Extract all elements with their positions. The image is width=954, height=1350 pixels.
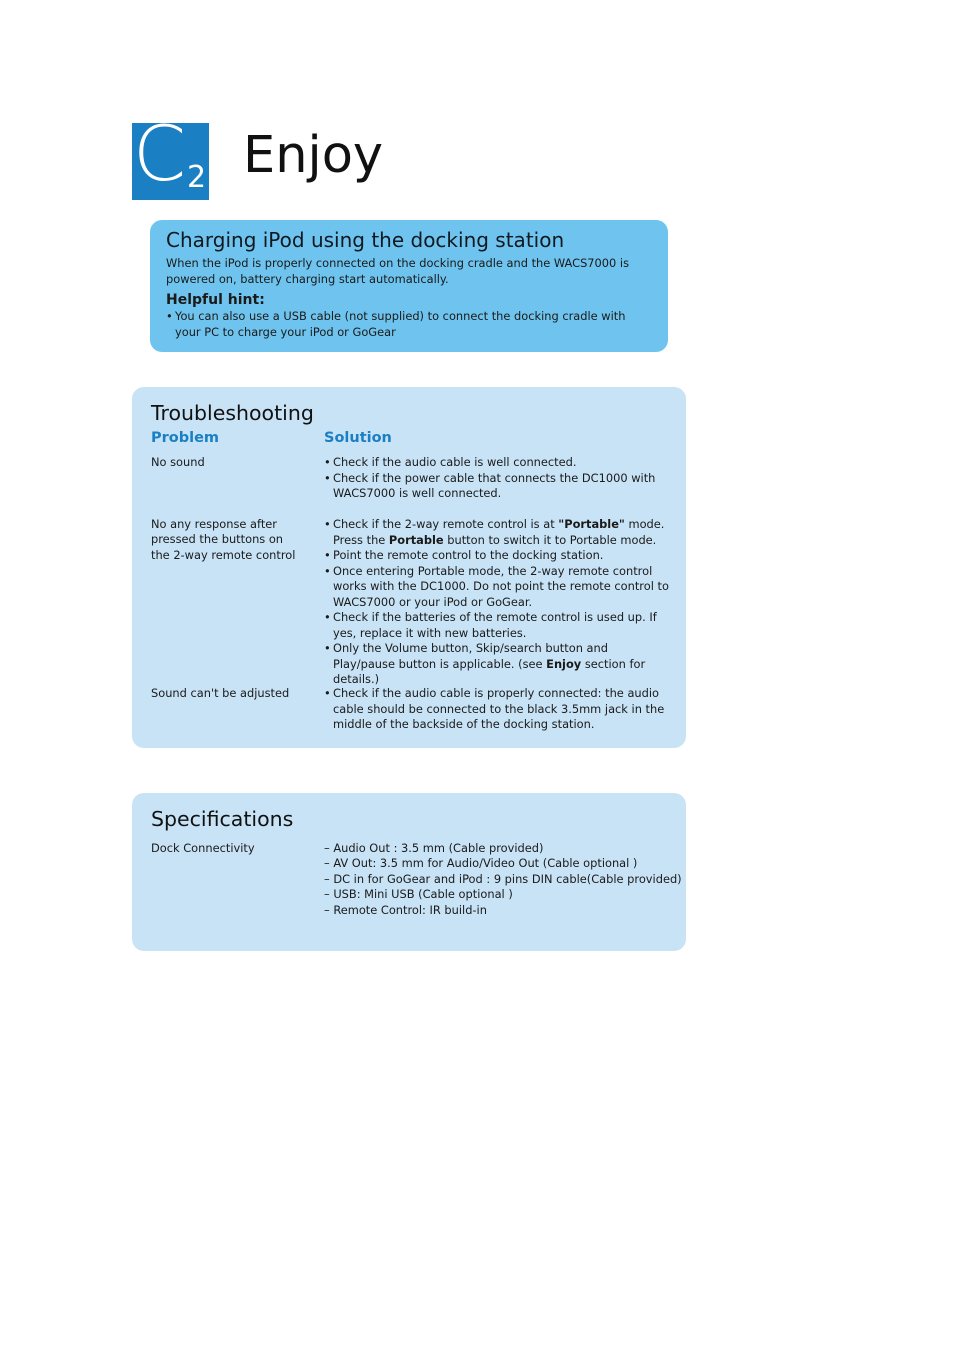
spec-label: Dock Connectivity <box>151 841 255 855</box>
solution-item: • Check if the audio cable is properly connected: the audio cable should be connected to the black 3.5mm jack in the middle of the backside of the docking station. <box>324 686 665 731</box>
hint-item <box>166 309 654 340</box>
bullet-icon: • <box>324 563 331 578</box>
charging-heading: Charging iPod using the docking station <box>166 228 565 252</box>
bullet-icon: • <box>324 517 331 531</box>
bullet-icon: • <box>166 309 173 323</box>
badge-letter: C <box>133 123 187 198</box>
specifications-section <box>132 793 686 951</box>
bullet-icon: • <box>324 641 331 655</box>
troubleshooting-section <box>132 387 686 748</box>
spec-item: – USB: Mini USB (Cable optional ) <box>324 887 513 902</box>
spec-item: – Audio Out : 3.5 mm (Cable provided) <box>324 841 544 855</box>
charging-body: When the iPod is properly connected on the docking cradle and the WACS7000 is powered on, battery charging start automatically. <box>166 256 630 286</box>
troubleshooting-heading: Troubleshooting <box>151 401 314 425</box>
solution-cell <box>324 455 669 502</box>
bullet-icon: • <box>324 455 331 469</box>
solution-item: • Check if the audio cable is well connected. <box>324 455 577 469</box>
problem-cell: Sound can't be adjusted <box>151 686 290 700</box>
solution-item: • Once entering Portable mode, the 2-way remote control works with the DC1000. Do not point the remote control to WACS7000 or your iPod or GoGear. <box>324 563 669 609</box>
problem-cell: No any response after pressed the buttons on the 2-way remote control <box>151 517 296 562</box>
solution-cell <box>324 686 669 733</box>
solution-item: • Check if the batteries of the remote control is used up. If yes, replace it with new batteries. <box>324 610 657 640</box>
bullet-icon: • <box>324 686 331 700</box>
charging-section <box>150 220 668 352</box>
solution-item: • Check if the power cable that connects the DC1000 with WACS7000 is well connected. <box>324 470 656 500</box>
problem-column-header: Problem <box>151 430 220 446</box>
solution-cell <box>324 517 669 688</box>
chapter-badge <box>132 123 209 200</box>
solution-column-header: Solution <box>324 430 392 446</box>
spec-item: – Remote Control: IR build-in <box>324 902 487 917</box>
hint-text: You can also use a USB cable (not supplied) to connect the docking cradle with your PC to charge your iPod or GoGear <box>175 309 626 339</box>
spec-item: – DC in for GoGear and iPod : 9 pins DIN cable(Cable provided) <box>324 871 682 886</box>
bullet-icon: • <box>324 548 331 562</box>
spec-list <box>324 841 682 918</box>
solution-item: • Check if the 2-way remote control is at "Portable" mode. Press the Portable button to switch it to Portable mode. <box>324 517 665 547</box>
problem-cell: No sound <box>151 455 205 469</box>
bullet-icon: • <box>324 470 331 485</box>
badge-number: 2 <box>187 160 207 195</box>
spec-item: – AV Out: 3.5 mm for Audio/Video Out (Cable optional ) <box>324 856 638 871</box>
solution-item: • Only the Volume button, Skip/search button and Play/pause button is applicable. (see Enjoy section for details.) <box>324 641 646 686</box>
page-title: Enjoy <box>243 126 384 185</box>
helpful-hint-heading: Helpful hint: <box>166 292 265 308</box>
specifications-heading: Specifications <box>151 807 294 831</box>
solution-item: • Point the remote control to the docking station. <box>324 548 604 562</box>
bullet-icon: • <box>324 610 331 624</box>
